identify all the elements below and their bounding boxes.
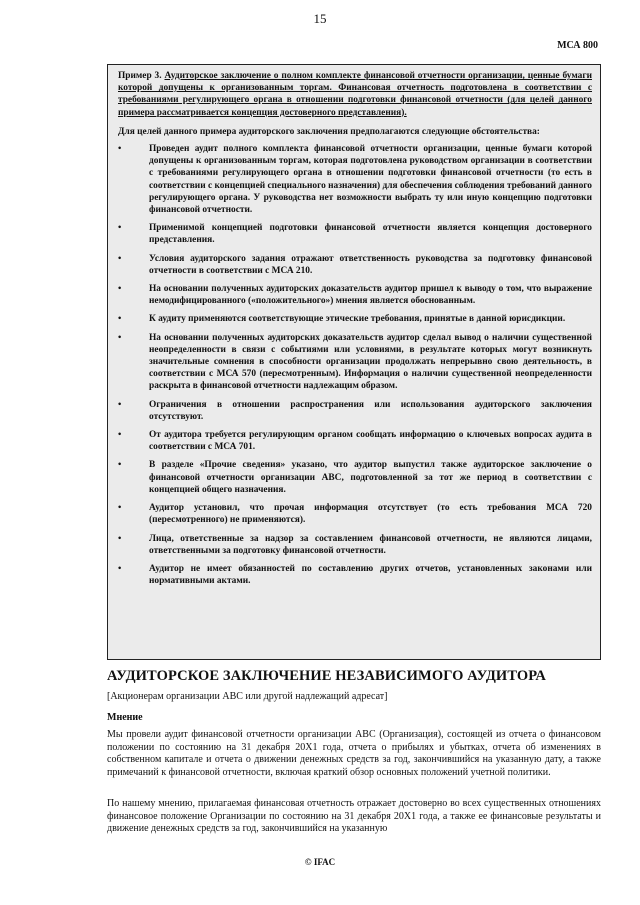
- example-intro-text: Для целей данного примера аудиторского заключения предполагаются следующие обстоятельства:: [118, 126, 540, 137]
- bullet-icon: •: [118, 563, 122, 574]
- list-item: [118, 313, 592, 325]
- addressee: [Акционерам организации ABC или другой надлежащий адресат]: [107, 691, 388, 702]
- list-item-text: В разделе «Прочие сведения» указано, что аудитор выпустил также аудиторское заключение о финансовой отчетности организации ABC, подготовленной за тот же период в соответствии с концепцией общего назначения.: [149, 460, 592, 495]
- example-box: [107, 64, 601, 660]
- bullet-icon: •: [118, 399, 122, 410]
- list-item: [118, 222, 592, 246]
- standard-code: МСА 800: [557, 40, 598, 51]
- list-item-text: Ограничения в отношении распространения или использования аудиторского заключения отсутствуют.: [149, 399, 592, 422]
- list-item: [118, 533, 592, 557]
- list-item: [118, 459, 592, 496]
- bullet-icon: •: [118, 430, 122, 441]
- opinion-paragraph-2: По нашему мнению, прилагаемая финансовая отчетность отражает достоверно во всех существенных отношениях финансовое положение Организации по состоянию на 31 декабря 20X1 года, а также ее финансовые результаты и движение денежных средств за год, закончившийся на указанную: [107, 798, 601, 835]
- opinion-paragraph-1: Мы провели аудит финансовой отчетности организации ABC (Организация), состоящей из отчета о финансовом положении по состоянию на 31 декабря 20X1 года, отчета о прибылях и убытках, отчета об изменениях в собственном капитале и отчета о движении денежных средств за год, закончившийся на указанную дату, а также примечаний к финансовой отчетности, включая краткий обзор основных положений учетной политики.: [107, 729, 601, 778]
- list-item-text: Лица, ответственные за надзор за составлением финансовой отчетности, не являются лицами, ответственными за подготовку финансовой отчетности.: [149, 533, 592, 556]
- bullet-icon: •: [118, 223, 122, 234]
- example-title-text: Аудиторское заключение о полном комплекте финансовой отчетности организации, ценные бумаги которой допущены к организованным торгам. Финансовая отчетность подготовлена в соответствии с требованиями регулирующего органа в отношении подготовки финансовой отчетности (для целей данного примера рассматривается концепция достоверного представления).: [118, 71, 593, 118]
- example-title-prefix: Пример 3.: [118, 71, 162, 81]
- list-item-text: Аудитор не имеет обязанностей по составлению других отчетов, установленных законами или нормативными актами.: [149, 563, 592, 587]
- list-item-text: Условия аудиторского задания отражают ответственность руководства за подготовку финансовой отчетности в соответствии с МСА 210.: [149, 253, 592, 276]
- page-number: 15: [313, 11, 327, 26]
- copyright-footer: © IFAC: [304, 857, 336, 867]
- list-item-text: К аудиту применяются соответствующие этические требования, принятые в данной юрисдикции.: [149, 314, 566, 325]
- bullet-icon: •: [118, 253, 122, 264]
- bullet-icon: •: [118, 503, 122, 514]
- list-item: [118, 399, 592, 423]
- list-item-text: Применимой концепцией подготовки финансовой отчетности является концепция достоверного представления.: [149, 223, 592, 246]
- bullet-icon: •: [118, 314, 122, 325]
- list-item: [118, 429, 592, 453]
- example-title: [118, 70, 592, 119]
- list-item-text: Аудитор установил, что прочая информация отсутствует (то есть требования МСА 720 (пересмотренного) не применяются).: [149, 503, 592, 526]
- list-item: [118, 143, 592, 216]
- assumptions-list: [118, 143, 592, 587]
- list-item-text: На основании полученных аудиторских доказательств аудитор пришел к выводу о том, что выражение немодифицированного («положительного») мнения является обоснованным.: [149, 284, 592, 307]
- list-item: [118, 253, 592, 277]
- list-item: [118, 283, 592, 307]
- list-item-text: На основании полученных аудиторских доказательств аудитор сделал вывод о наличии существенной неопределенности в связи с событиями или условиями, в результате которых могут возникнуть значительные сомнения в способности организации продолжать непрерывно свою деятельность, в соответствии с МСА 570 (пересмотренным). Информация о наличии существенной неопределенности раскрыта в финансовой отчетности надлежащим образом.: [149, 332, 592, 392]
- list-item-text: Проведен аудит полного комплекта финансовой отчетности организации, ценные бумаги которой допущены к организованным торгам, которая подготовлена руководством организации в соответствии с требованиями регулирующего органа в отношении подготовки финансовой отчетности (то есть в соответствии с концепцией специального назначения) для обеспечения соблюдения требований данного регулирующего органа. У руководства нет возможности выбрать ту или иную концепцию подготовки финансовой отчетности.: [149, 144, 592, 216]
- bullet-icon: •: [118, 284, 122, 295]
- list-item-text: От аудитора требуется регулирующим органом сообщать информацию о ключевых вопросах аудита в соответствии с МСА 701.: [149, 430, 592, 453]
- bullet-icon: •: [118, 332, 122, 343]
- bullet-icon: •: [118, 460, 122, 471]
- bullet-icon: •: [118, 533, 122, 544]
- list-item: [118, 563, 592, 587]
- report-heading: АУДИТОРСКОЕ ЗАКЛЮЧЕНИЕ НЕЗАВИСИМОГО АУДИТОРА: [107, 668, 546, 684]
- opinion-heading: Мнение: [107, 712, 143, 723]
- bullet-icon: •: [118, 144, 122, 155]
- list-item: [118, 502, 592, 526]
- list-item: [118, 332, 592, 393]
- example-intro: [118, 126, 592, 138]
